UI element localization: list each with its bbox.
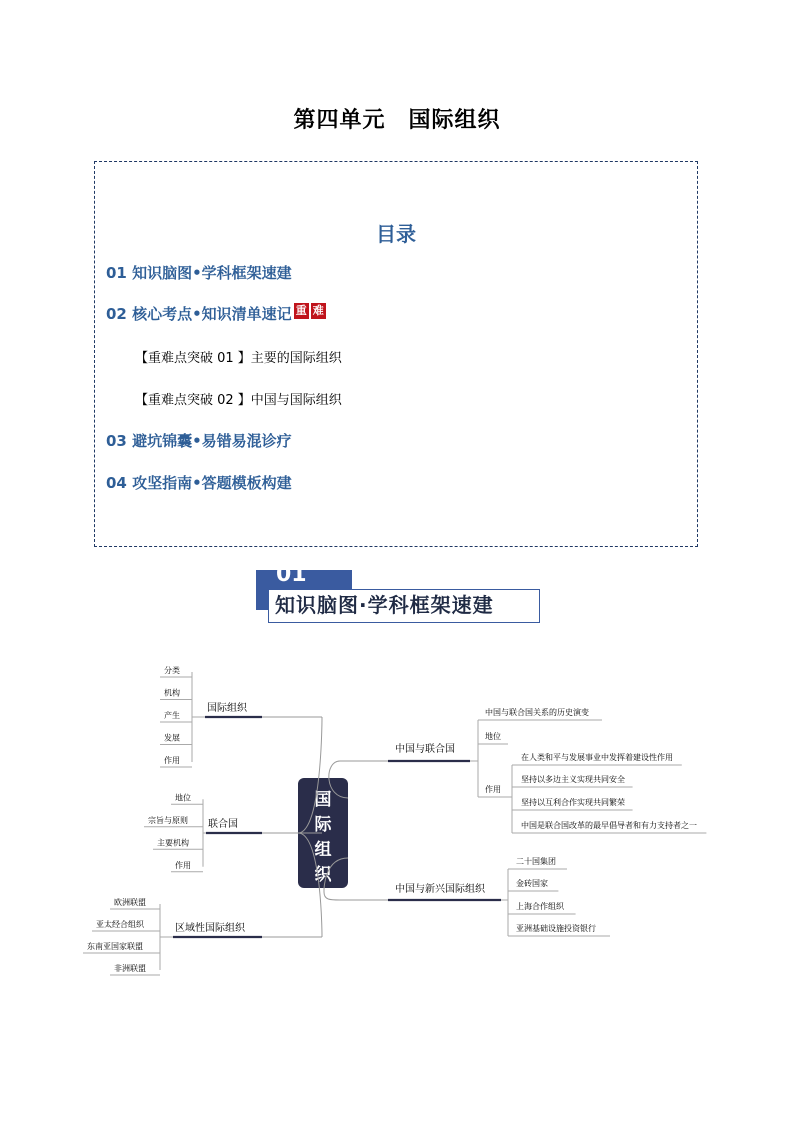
difficulty-badge-hard: 难: [312, 304, 324, 317]
child-label: 机构: [164, 688, 180, 698]
section-number: 01: [276, 562, 307, 587]
mind-map-canvas: [0, 640, 794, 980]
center-topic-char: 组: [314, 840, 332, 860]
child-label: 上海合作组织: [516, 902, 564, 911]
toc-item-1[interactable]: [106, 262, 292, 283]
child-label: 产生: [164, 711, 180, 720]
branch-title: 联合国: [208, 819, 238, 830]
toc-subitem-2[interactable]: 【重难点突破 02 】中国与国际组织: [135, 393, 342, 408]
toc-heading: 目录: [376, 222, 416, 246]
difficulty-badge-key: 重: [295, 304, 307, 317]
toc-item-label: 01 知识脑图•学科框架速建: [106, 264, 292, 282]
toc-item-2[interactable]: [106, 303, 326, 324]
section-header: [256, 562, 546, 628]
child-label: 发展: [164, 733, 180, 743]
child-label: 中国与联合国关系的历史演变: [485, 708, 589, 717]
child-label: 主要机构: [157, 838, 189, 848]
child-label: 作用: [175, 860, 191, 870]
section-label: 知识脑图·学科框架速建: [268, 589, 540, 623]
child-label: 亚洲基础设施投资银行: [516, 924, 596, 933]
child-label: 地位: [175, 793, 191, 803]
child-label: 亚太经合组织: [96, 920, 144, 929]
mind-map: [0, 640, 794, 980]
center-topic-char: 织: [314, 865, 332, 885]
child-label: 作用: [485, 785, 501, 794]
toc-item-3[interactable]: [106, 430, 292, 451]
branch-title: 中国与新兴国际组织: [395, 884, 485, 895]
child-label: 作用: [164, 756, 180, 765]
child-label: 坚持以互利合作实现共同繁荣: [521, 798, 625, 807]
child-label: 地位: [485, 732, 501, 741]
branch-title: 区域性国际组织: [175, 923, 245, 934]
child-label: 宗旨与原则: [148, 815, 188, 825]
child-label: 分类: [164, 666, 180, 675]
child-label: 非洲联盟: [114, 964, 146, 973]
toc-item-label: 04 攻坚指南•答题模板构建: [106, 474, 292, 492]
table-of-contents: [94, 161, 698, 547]
branch-title: 中国与联合国: [395, 744, 455, 755]
toc-item-label: 03 避坑锦囊•易错易混诊疗: [106, 432, 292, 450]
center-topic-char: 国: [314, 790, 332, 810]
child-label: 二十国集团: [516, 857, 556, 866]
child-label: 东南亚国家联盟: [87, 942, 143, 951]
branch-title: 国际组织: [207, 703, 247, 714]
toc-item-4[interactable]: [106, 472, 292, 493]
page-title: 第四单元 国际组织: [293, 108, 501, 133]
center-topic-char: 际: [314, 815, 332, 835]
child-label: 坚持以多边主义实现共同安全: [521, 775, 625, 784]
child-label: 欧洲联盟: [114, 898, 146, 907]
child-label: 金砖国家: [516, 879, 548, 888]
toc-subitem-1[interactable]: 【重难点突破 01 】主要的国际组织: [135, 351, 342, 366]
child-label: 在人类和平与发展事业中发挥着建设性作用: [521, 753, 673, 762]
child-label: 中国是联合国改革的最早倡导者和有力支持者之一: [521, 821, 697, 830]
toc-item-label: 02 核心考点•知识清单速记: [106, 305, 292, 323]
